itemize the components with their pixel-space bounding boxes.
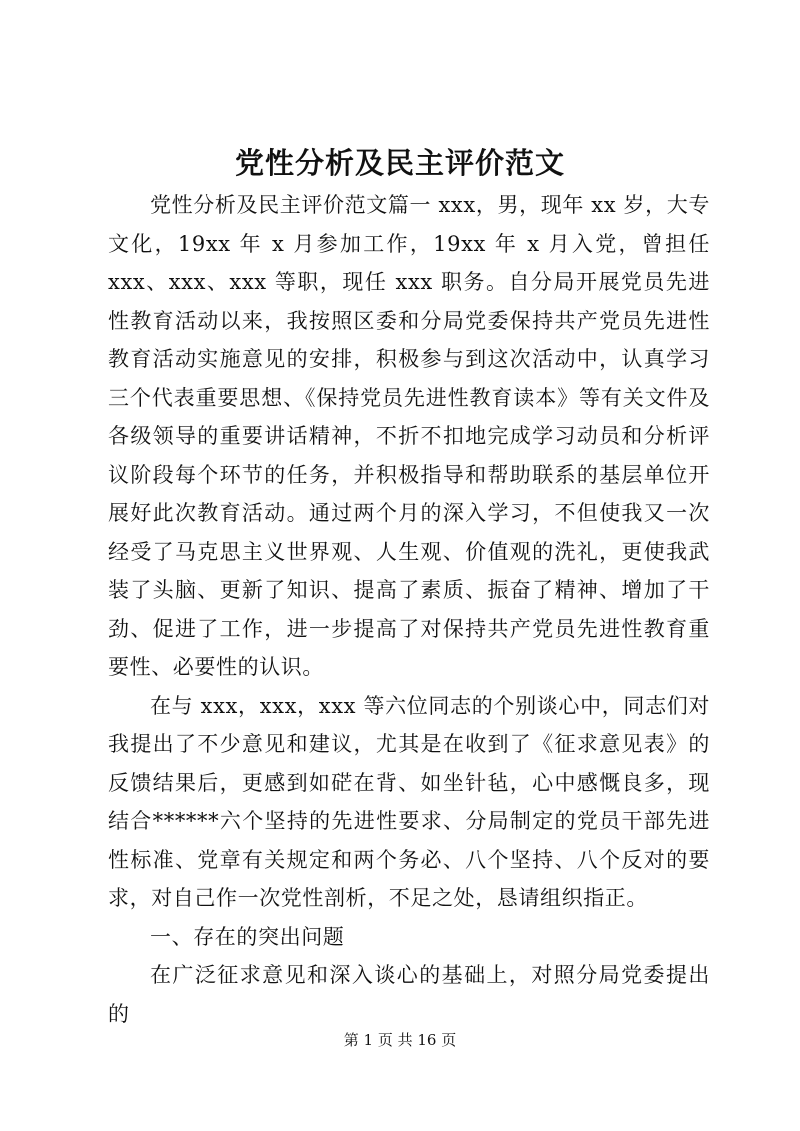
paragraph-section-start: 在广泛征求意见和深入谈心的基础上，对照分局党委提出的 <box>108 963 710 1026</box>
section-heading: 一、存在的突出问题 <box>150 924 345 949</box>
document-body <box>108 186 710 1033</box>
document-title: 党性分析及民主评价范文 <box>234 146 565 180</box>
page-number-footer: 第 1 页 共 16 页 <box>343 1031 457 1049</box>
paragraph-intro: 党性分析及民主评价范文篇一 xxx，男，现年 xx 岁，大专文化，19xx 年 x 月参加工作，19xx 年 x 月入党，曾担任 xxx、xxx、xxx 等职，现任 xxx 职务。自分局开展党员先进性教育活动以来，我按照区委和分局党委保持共产党员先进性教育活动实施意见的安排，积极参与到这次活动中，认真学习三个代表重要思想、《保持党员先进性教育读本》等有关文件及各级领导的重要讲话精神，不折不扣地完成学习动员和分析评议阶段每个环节的任务，并积极指导和帮助联系的基层单位开展好此次教育活动。通过两个月的深入学习，不但使我又一次经受了马克思主义世界观、人生观、价值观的洗礼，更使我武装了头脑、更新了知识、提高了素质、振奋了精神、增加了干劲、促进了工作，进一步提高了对保持共产党员先进性教育重要性、必要性的认识。 <box>108 193 710 679</box>
paragraph-feedback: 在与 xxx，xxx，xxx 等六位同志的个别谈心中，同志们对我提出了不少意见和建议，尤其是在收到了《征求意见表》的反馈结果后，更感到如硭在背、如坐针毡，心中感慨良多，现结合******六个坚持的先进性要求、分局制定的党员干部先进性标准、党章有关规定和两个务必、八个坚持、八个反对的要求，对自己作一次党性剖析，不足之处，恳请组织指正。 <box>108 693 710 910</box>
